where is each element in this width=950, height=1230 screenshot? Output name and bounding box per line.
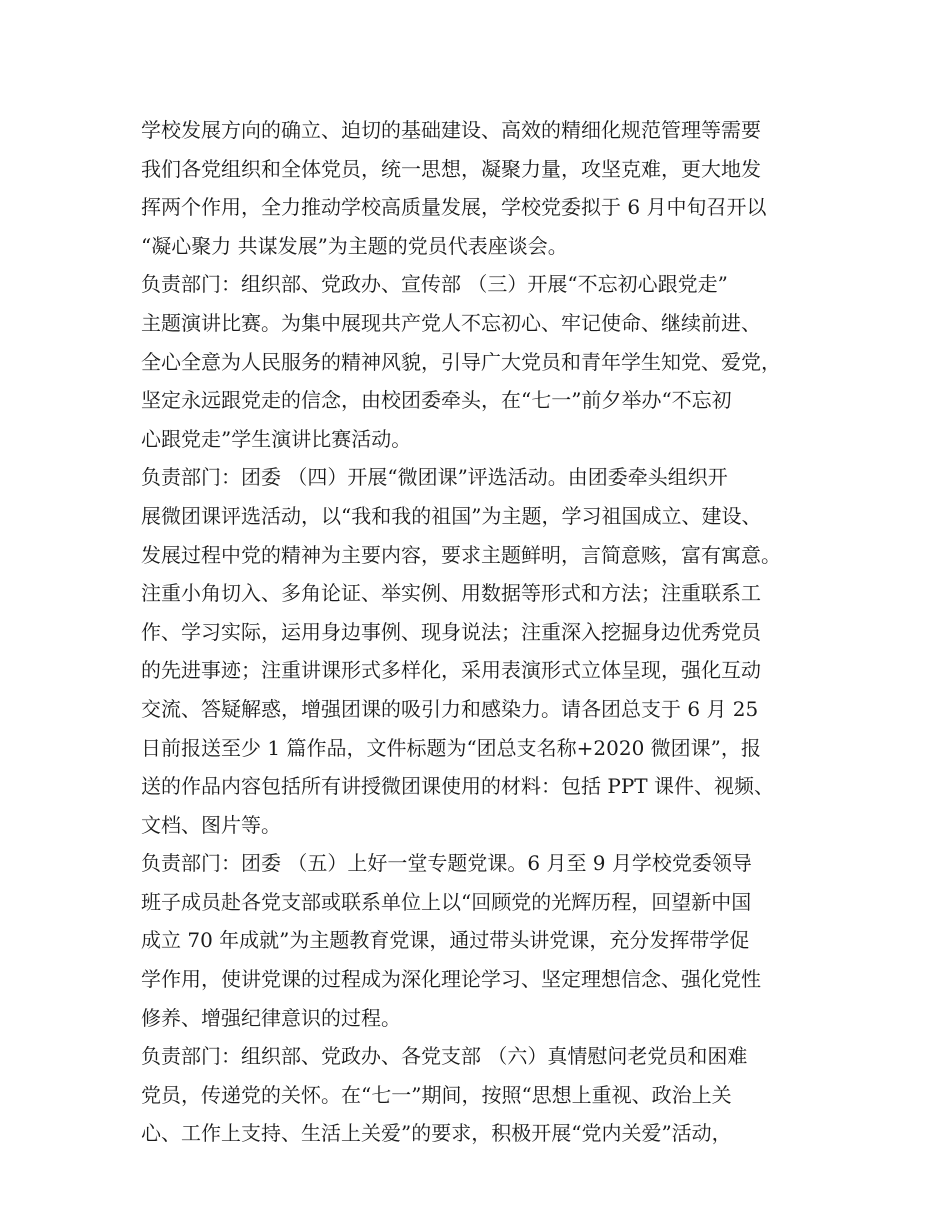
text-line: “凝心聚力 共谋发展”为主题的党员代表座谈会。 bbox=[141, 233, 568, 258]
text-line: 坚定永远跟党走的信念，由校团委牵头，在“七一”前夕举办“不忘初 bbox=[141, 388, 732, 413]
text-line: 全心全意为人民服务的精神风貌，引导广大党员和青年学生知党、爱党， bbox=[141, 349, 781, 374]
text-line: 我们各党组织和全体党员，统一思想，凝聚力量，攻坚克难，更大地发 bbox=[141, 156, 761, 181]
text-line: 交流、答疑解惑，增强团课的吸引力和感染力。请各团总支于 6 月 25 bbox=[141, 696, 759, 721]
text-line: 注重小角切入、多角论证、举实例、用数据等形式和方法；注重联系工 bbox=[141, 581, 761, 606]
text-line: 主题演讲比赛。为集中展现共产党人不忘初心、牢记使命、继续前进、 bbox=[141, 310, 761, 335]
text-line: 学作用，使讲党课的过程成为深化理论学习、坚定理想信念、强化党性 bbox=[141, 967, 761, 992]
text-line: 发展过程中党的精神为主要内容，要求主题鲜明，言简意赅，富有寓意。 bbox=[141, 542, 781, 567]
text-line: 的先进事迹；注重讲课形式多样化，采用表演形式立体呈现，强化互动 bbox=[141, 658, 761, 683]
text-line: 负责部门：组织部、党政办、各党支部 （六）真情慰问老党员和困难 bbox=[141, 1044, 748, 1069]
document-body bbox=[141, 111, 821, 1153]
text-line: 日前报送至少 1 篇作品，文件标题为“团总支名称+2020 微团课”，报 bbox=[141, 735, 761, 760]
text-line: 党员，传递党的关怀。在“七一”期间，按照“思想上重视、政治上关 bbox=[141, 1082, 732, 1107]
text-line: 心、工作上支持、生活上关爱”的要求，积极开展“党内关爱”活动， bbox=[141, 1121, 732, 1146]
text-line: 心跟党走”学生演讲比赛活动。 bbox=[141, 426, 412, 451]
text-line: 送的作品内容包括所有讲授微团课使用的材料：包括 PPT 课件、视频、 bbox=[141, 774, 774, 799]
text-line: 挥两个作用，全力推动学校高质量发展，学校党委拟于 6 月中旬召开以 bbox=[141, 195, 767, 220]
text-line: 负责部门：组织部、党政办、宣传部 （三）开展“不忘初心跟党走” bbox=[141, 272, 728, 297]
text-line: 成立 70 年成就”为主题教育党课，通过带头讲党课，充分发挥带学促 bbox=[141, 928, 750, 953]
text-line: 负责部门：团委 （五）上好一堂专题党课。6 月至 9 月学校党委领导 bbox=[141, 851, 752, 876]
text-line: 展微团课评选活动，以“我和我的祖国”为主题，学习祖国成立、建设、 bbox=[141, 503, 762, 528]
text-line: 负责部门：团委 （四）开展“微团课”评选活动。由团委牵头组织开 bbox=[141, 465, 728, 490]
text-line: 作、学习实际，运用身边事例、现身说法；注重深入挖掘身边优秀党员 bbox=[141, 619, 761, 644]
text-line: 文档、图片等。 bbox=[141, 812, 281, 837]
text-line: 学校发展方向的确立、迫切的基础建设、高效的精细化规范管理等需要 bbox=[141, 118, 761, 142]
text-line: 修养、增强纪律意识的过程。 bbox=[141, 1005, 401, 1030]
text-line: 班子成员赴各党支部或联系单位上以“回顾党的光辉历程，回望新中国 bbox=[141, 889, 752, 914]
